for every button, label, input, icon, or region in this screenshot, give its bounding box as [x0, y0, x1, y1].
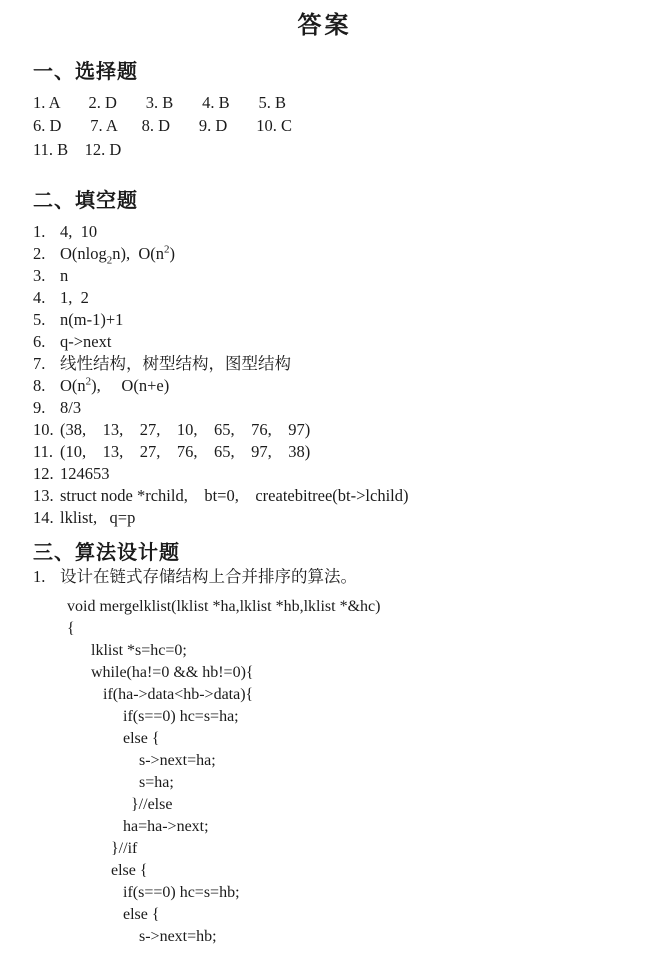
fill-item-1 [33, 221, 649, 243]
fill-item-number: 1. [33, 221, 46, 241]
fill-item-text: 4, 10 [60, 221, 98, 241]
superscript: 2 [85, 375, 92, 388]
fill-item-text: (38, 13, 27, 10, 65, 76, 97) [60, 419, 311, 439]
code-line: if(s==0) hc=s=hb; [67, 883, 240, 901]
code-line: ha=ha->next; [67, 817, 209, 835]
fill-item-number: 6. [33, 331, 46, 351]
fill-blank-list [0, 221, 649, 529]
code-line: s->next=hb; [67, 927, 217, 945]
fill-item-text: q->next [60, 331, 112, 351]
fill-item-number: 13. [33, 485, 54, 505]
fill-item-text: O(nlog$_2$n), $O(n^2)$ [60, 243, 176, 267]
choice-answers-line-1: 1. A 2. D 3. B 4. B 5. B [33, 93, 287, 112]
fill-item-text: struct node *rchild, bt=0, createbitree(bt->lchild) [60, 485, 409, 505]
fill-item-text: n(m-1)+1 [60, 309, 124, 329]
choice-answers-line-2: 6. D 7. A 8. D 9. D 10. C [33, 116, 292, 136]
fill-item-6 [33, 331, 649, 353]
problem-statement-row [33, 566, 649, 588]
section-2-heading: 二、填空题 [33, 189, 138, 212]
code-line: s=ha; [67, 773, 174, 791]
fill-item-number: 8. [33, 375, 46, 395]
fill-item-number: 12. [33, 463, 54, 483]
fill-item-text: 线性结构，树型结构，图型结构 [60, 353, 291, 373]
fill-item-5 [33, 309, 649, 331]
fill-item-7 [33, 353, 649, 375]
fill-item-2 [33, 243, 649, 265]
fill-item-13 [33, 485, 649, 507]
problem-statement: 设计在链式存储结构上合并排序的算法。 [60, 566, 357, 586]
page-title: 答案 [297, 13, 352, 39]
choice-answers-line-3: 11. B 12. D [33, 139, 122, 159]
fill-item-10 [33, 419, 649, 441]
fill-item-number: 11. [33, 441, 54, 461]
fill-item-text: 8/3 [60, 397, 82, 417]
code-line: if(s==0) hc=s=ha; [67, 707, 239, 725]
code-line: { [67, 619, 75, 637]
fill-item-number: 2. [33, 243, 46, 263]
code-line: }//else [67, 795, 173, 813]
fill-item-text: $O(n^2)$, O(n+e) [60, 375, 170, 395]
fill-item-12 [33, 463, 649, 485]
fill-item-text: 124653 [60, 463, 110, 483]
fill-item-number: 14. [33, 507, 54, 527]
code-line: }//if [67, 839, 138, 857]
fill-item-14 [33, 507, 649, 529]
fill-item-text: (10, 13, 27, 76, 65, 97, 38) [60, 441, 311, 461]
fill-item-number: 10. [33, 419, 54, 439]
fill-item-text: lklist, q=p [60, 507, 136, 527]
code-line: else { [67, 729, 160, 747]
problem-number: 1. [33, 566, 46, 586]
code-line: while(ha!=0 && hb!=0){ [67, 663, 254, 681]
section-3-heading: 三、算法设计题 [33, 541, 180, 564]
fill-item-text: 1, 2 [60, 287, 89, 307]
fill-item-text: n [60, 265, 69, 285]
fill-item-9 [33, 397, 649, 419]
code-line: void mergelklist(lklist *ha,lklist *hb,lklist *&hc) [67, 597, 381, 615]
code-line: if(ha->data<hb->data){ [67, 685, 254, 703]
code-line: else { [67, 905, 160, 923]
fill-item-number: 4. [33, 287, 46, 307]
code-line: else { [67, 861, 148, 879]
superscript: 2 [164, 243, 170, 256]
section-1-heading: 一、选择题 [33, 61, 138, 83]
code-line: lklist *s=hc=0; [67, 641, 187, 659]
code-line: s->next=ha; [67, 751, 216, 769]
fill-item-number: 9. [33, 397, 46, 417]
fill-item-11 [33, 441, 649, 463]
fill-item-4 [33, 287, 649, 309]
fill-item-number: 7. [33, 353, 46, 373]
subscript: 2 [106, 254, 113, 267]
code-block [67, 596, 649, 948]
fill-item-3 [33, 265, 649, 287]
fill-item-number: 5. [33, 309, 46, 329]
fill-item-8 [33, 375, 649, 397]
fill-item-number: 3. [33, 265, 46, 285]
choice-answers-block [33, 91, 649, 161]
